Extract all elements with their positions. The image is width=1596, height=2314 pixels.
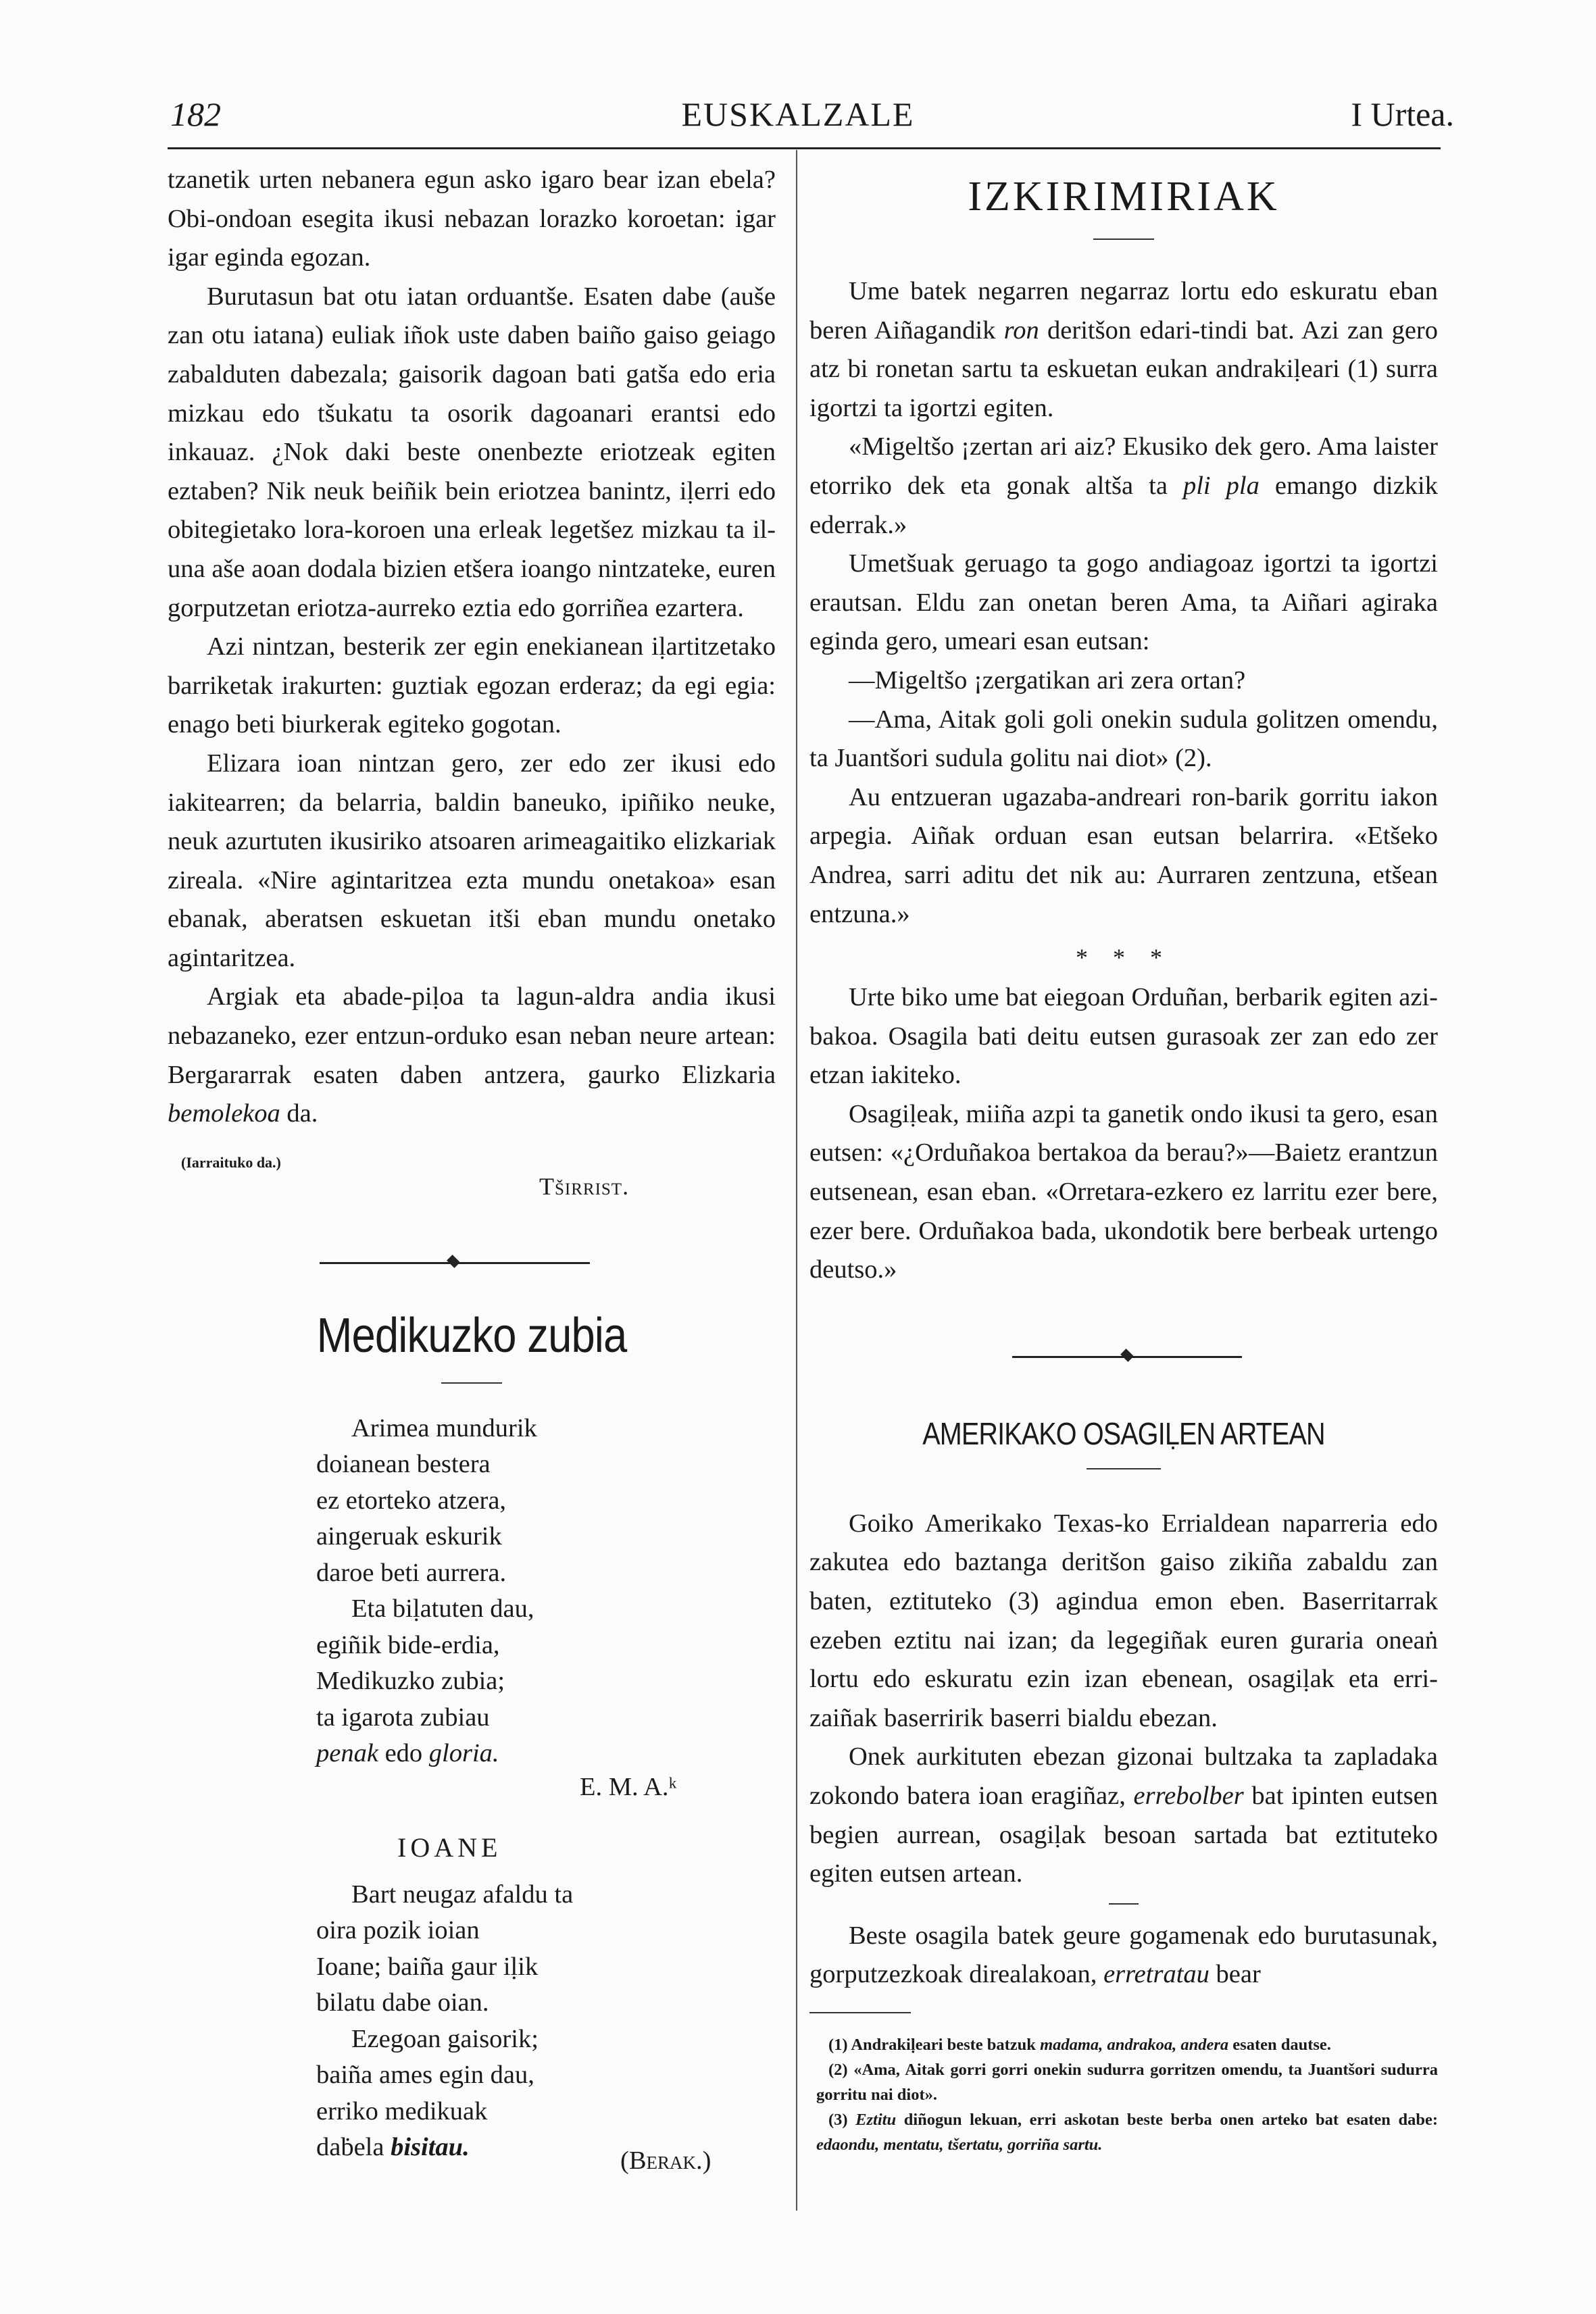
volume-label: I Urtea. <box>1351 95 1454 133</box>
italic-word: andrakoa, <box>1107 2035 1177 2054</box>
poem-author-row <box>168 1772 776 1813</box>
ornament-diamond <box>447 1255 460 1268</box>
poem-subtitle: IOANE <box>397 1832 502 1863</box>
footnote-3 <box>816 2107 1438 2157</box>
poem-ioane <box>316 1877 776 2166</box>
paragraph-text: emango dizkik ederrak.» <box>809 471 1438 539</box>
paragraph <box>809 1738 1438 1893</box>
column-divider <box>796 150 797 2211</box>
paragraph: Urte biko ume bat eiegoan Orduñan, berbarik egiten azi-bakoa. Osagila bati deitu eutsen gurasoak zer zan edo zer etzan iakiteko. <box>809 983 1438 1090</box>
paragraph: tzanetik urten nebanera egun asko igaro bear izan ebela? Obi-ondoan esegita ikusi nebazan lorazko koroetan: igar igar eginda egozan. <box>168 166 776 272</box>
footnote-text: esaten dautse. <box>1232 2035 1331 2054</box>
italic-word: pli pla <box>1182 471 1260 500</box>
poem-line: ez etorteko atzera, <box>316 1486 507 1515</box>
poem-line: Arimea mundurik <box>351 1413 537 1442</box>
paragraph-text: bat ipinten eutsen begien aurrean, osagiḷak besoan sartada bat eztituteko egiten eutsen artean. <box>809 1782 1439 1888</box>
poem-section-title: Medikuzko zubia <box>316 1308 627 1363</box>
poem-line: baiña ames egin dau, <box>316 2061 534 2090</box>
signature: Tširrist. <box>539 1172 630 1200</box>
title-underline <box>1093 238 1154 240</box>
footnote-text: (3) <box>828 2110 848 2129</box>
italic-word: bemolekoa <box>168 1099 280 1128</box>
paragraph: Azi nintzan, besterik zer egin enekianean iḷartitzetako barriketak irakurten: guztiak egozan erderaz; da egi egia: enago beti biurkerak egiteko gogotan. <box>168 632 776 739</box>
title-underline <box>1087 1468 1161 1469</box>
footnote-text: (1) Andrakiḷeari beste batzuk <box>828 2035 1036 2054</box>
italic-word: bisitau. <box>391 2133 470 2162</box>
paragraph <box>809 1917 1438 1994</box>
poem-word: daḃela <box>316 2133 384 2162</box>
ornament-divider <box>809 1290 1438 1384</box>
footnote-2: (2) «Ama, Aitak gorri gorri onekin sudurra gorritzen omendu, ta Juantšori sudurra gorritu nai diot». <box>816 2060 1438 2104</box>
paragraph-text: «Migeltšo ¡zertan ari aiz? Ekusiko dek gero. Ama laister etorriko dek eta gonak altša ta <box>809 432 1438 500</box>
page-header <box>0 95 1596 149</box>
article-amerikako <box>809 1505 1438 1994</box>
journal-title: EUSKALZALE <box>681 95 915 133</box>
italic-word: madama, <box>1040 2035 1103 2054</box>
poem-line: egiñik bide-erdia, <box>316 1630 500 1659</box>
poem-medikuzko-zubia <box>316 1411 776 1772</box>
section-title-amerikako: AMERIKAKO OSAGIḶEN ARTEAN <box>922 1415 1325 1451</box>
article-end <box>168 1134 776 1235</box>
paragraph: —Migeltšo ¡zergatikan ari zera ortan? <box>849 665 1246 695</box>
italic-word: andera <box>1180 2035 1229 2054</box>
italic-word: erretratau <box>1103 1960 1210 1989</box>
poem-line: aingeruak eskurik <box>316 1522 502 1551</box>
poem-author: E. M. A.ᵏ <box>580 1772 677 1801</box>
footnote-1 <box>816 2032 1438 2057</box>
header-rule <box>168 147 1441 149</box>
paragraph <box>809 272 1438 428</box>
poem-word: edo <box>384 1739 423 1768</box>
page-number: 182 <box>170 95 221 133</box>
ornament-diamond <box>1120 1349 1134 1362</box>
paragraph: Osagiḷeak, miiña azpi ta ganetik ondo ikusi ta gero, esan eutsen: «¿Orduñakoa bertakoa da berau?»—Baietz erantzun eutsenean, esan eban. «Orretara-ezkero ez larritu ezer bere, ezer bere. Orduñakoa bada, ukondotik bere berbeak urtengo deutso.» <box>809 1099 1438 1284</box>
italic-word: ron <box>1003 316 1039 345</box>
poem-line: ta igarota zubiau <box>316 1703 490 1732</box>
poem-line: Bart neugaz afaldu ta <box>351 1880 574 1909</box>
paragraph-end: da. <box>286 1099 318 1128</box>
paragraph: Elizara ioan nintzan gero, zer edo zer ikusi edo iakitearren; da belarria, baldin baneuko, ipiñiko neuke, neuk azurtuten ikusiriko atsoaren arimeagaitiko elizkariak zireala. «Nire agintaritzea ezta mundu onetakoa» esan ebanak, aberatsen eskuetan itši eban mundu onetako agintaritzea. <box>168 749 776 972</box>
italic-word: errebolber <box>1133 1782 1244 1810</box>
footnotes <box>809 2032 1438 2157</box>
paragraph: Burutasun bat otu iatan orduantše. Esaten dabe (auše zan otu iatana) euliak iñok uste daben baiño gaiso geiago zabalduten dabezala; gaisorik dagoan bati gatša edo eria mizkau edo tšukatu ta osorik dagoanari erantsi edo inkauaz. ¿Nok daki beste onenbezte eriotzeak egiten eztaben? Nik neuk beiñik bein eriotzea banintz, iḷerri edo obitegietako lora-koroen una erleak legetšez mizkau ta il-una aše aoan dodala bizien etšera ioango nintzateke, euren gorputzetan eriotza-aurreko eztia edo gorriñea ezartera. <box>168 282 776 622</box>
paragraph: Umetšuak geruago ta gogo andiagoaz igortzi ta igortzi erautsan. Eldu zan onetan beren Ama, ta Aiñari agiraka eginda gero, umeari esan eutsan: <box>809 549 1438 656</box>
title-underline <box>441 1382 502 1384</box>
paragraph: Goiko Amerikako Texas-ko Errialdean naparreria edo zakutea edo baztanga deritšon gaiso zikiña zabaldu zan baten, eztituteko (3) agindua emon eben. Baserritarrak ezeben eztitu nai izan; da legegiñak euren guraria oneaṅ lortu edo eskuratu ezin izan ebenean, osagiḷak eta erri-zaiñak baserririk baserri bialdu ebezan. <box>809 1509 1438 1732</box>
paragraph-text: Argiak eta abade-piḷoa ta lagun-aldra andia ikusi nebazaneko, ezer entzun-orduko esan neban neure artean: Bergararrak esaten daben antzera, gaurko Elizkaria <box>168 982 776 1089</box>
poem-line: bilatu dabe oian. <box>316 1988 489 2017</box>
poem-line: Eta biḷatuten dau, <box>351 1594 534 1624</box>
italic-word: Eztitu <box>855 2110 897 2129</box>
footnote-text: diñogun lekuan, erri askotan beste berba onen arteko bat esaten dabe: <box>903 2110 1439 2129</box>
paragraph <box>168 978 776 1133</box>
paragraph-text: Ume batek negarren negarraz lortu edo eskuratu eban beren Aiñagandik <box>809 277 1438 345</box>
paragraph: Au entzueran ugazaba-andreari ron-barik gorritu iakon arpegia. Aiñak orduan esan eutsan belarrira. «Etšeko Andrea, sarri aditu det nik au: Aurraren zentzuna, etšean entzuna.» <box>809 782 1438 928</box>
paragraph-text: Onek aurkituten ebezan gizonai bultzaka ta zapladaka zokondo batera ioan eragiñaz, <box>809 1742 1438 1810</box>
left-column <box>168 161 776 2207</box>
separator-dash <box>1109 1903 1139 1905</box>
paragraph: —Ama, Aitak goli goli onekin sudula golitzen omendu, ta Juantšori sudula golitu nai diot» (2). <box>809 705 1438 773</box>
right-column <box>809 161 1438 2157</box>
italic-word: edaondu, mentatu, tšertatu, gorriña sartu. <box>816 2135 1103 2154</box>
poem-line: erriko medikuak <box>316 2096 488 2126</box>
poem-line: Medikuzko zubia; <box>316 1667 505 1696</box>
anecdote-1 <box>809 272 1438 934</box>
poem-line <box>316 1736 776 1772</box>
poem-line: doianean bestera <box>316 1450 491 1479</box>
poem-author2: (Berak.) <box>620 2146 712 2175</box>
poem-line: Ezegoan gaisorik; <box>351 2024 539 2053</box>
ornament-divider <box>168 1235 776 1289</box>
continued-note: (Iarraituko da.) <box>181 1153 281 1171</box>
poem-line: daroe beti aurrera. <box>316 1558 507 1587</box>
poem-line: oira pozik ioian <box>316 1916 480 1945</box>
paragraph <box>809 428 1438 545</box>
asterism: * * * <box>1076 944 1172 972</box>
italic-word: gloria. <box>428 1739 499 1768</box>
section-title-izkirimiriak: IZKIRIMIRIAK <box>968 174 1280 220</box>
paragraph-text: Beste osagila batek geure gogamenak edo burutasunak, gorputzezkoak direalakoan, <box>809 1921 1438 1989</box>
footnote-rule <box>809 2012 911 2013</box>
paragraph-text: bear <box>1216 1960 1261 1989</box>
italic-word: penak <box>316 1739 378 1768</box>
poem-line: Ioane; baiña gaur iḷik <box>316 1952 539 1981</box>
paragraph-text: deritšon edari-tindi bat. Azi zan gero atz bi ronetan sartu ta eskuetan eukan andrakiḷeari (1) surra igortzi ta igortzi egiten. <box>809 316 1439 422</box>
